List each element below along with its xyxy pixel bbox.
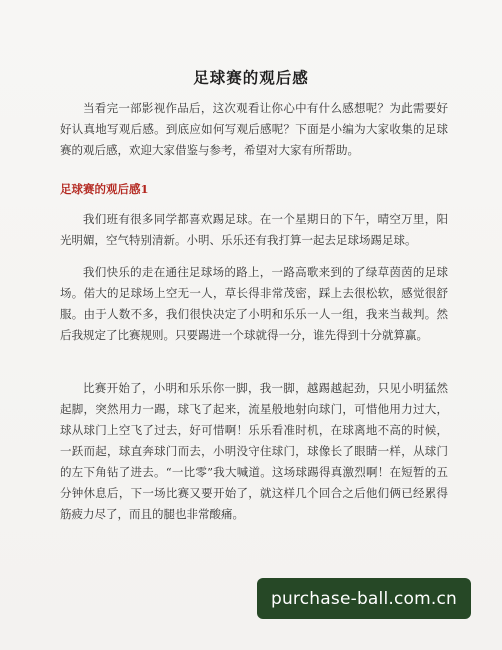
watermark-badge	[257, 578, 471, 619]
body-paragraph-2: 我们快乐的走在通往足球场的路上，一路高歌来到的了绿草茵茵的足球场。偌大的足球场上空无一人，草长得非常茂密，踩上去很松软，感觉很舒服。由于人数不多，我们很快决定了小明和乐乐一人一组，我来当裁判。然后我规定了比赛规则。只要踢进一个球就得一分，谁先得到十分就算赢。	[60, 265, 448, 342]
page-title: 足球赛的观后感	[193, 68, 309, 87]
body-paragraph-1: 我们班有很多同学都喜欢踢足球。在一个星期日的下午，晴空万里，阳光明媚，空气特别清新。小明、乐乐还有我打算一起去足球场踢足球。	[60, 212, 448, 247]
intro-paragraph: 当看完一部影视作品后，这次观看让你心中有什么感想呢？为此需要好好认真地写观后感。到底应如何写观后感呢？下面是小编为大家收集的足球赛的观后感，欢迎大家借鉴与参考，希望对大家有所帮助。	[60, 101, 448, 157]
section-heading: 足球赛的观后感1	[60, 182, 149, 196]
watermark-text: purchase-ball.com.cn	[270, 588, 458, 609]
body-paragraph-3: 比赛开始了，小明和乐乐你一脚，我一脚，越踢越起劲，只见小明猛然起脚，突然用力一踢，球飞了起来，流星般地射向球门，可惜他用力过大，球从球门上空飞了过去，好可惜啊！乐乐看准时机，在球离地不高的时候，一跃而起，球直奔球门而去，小明没守住球门，球像长了眼睛一样，从球门的左下角钻了进去。“一比零”我大喊道。这场球踢得真激烈啊！在短暂的五分钟休息后，下一场比赛又要开始了，就这样几个回合之后他们俩已经累得筋疲力尽了，而且的腿也非常酸痛。	[60, 381, 448, 521]
